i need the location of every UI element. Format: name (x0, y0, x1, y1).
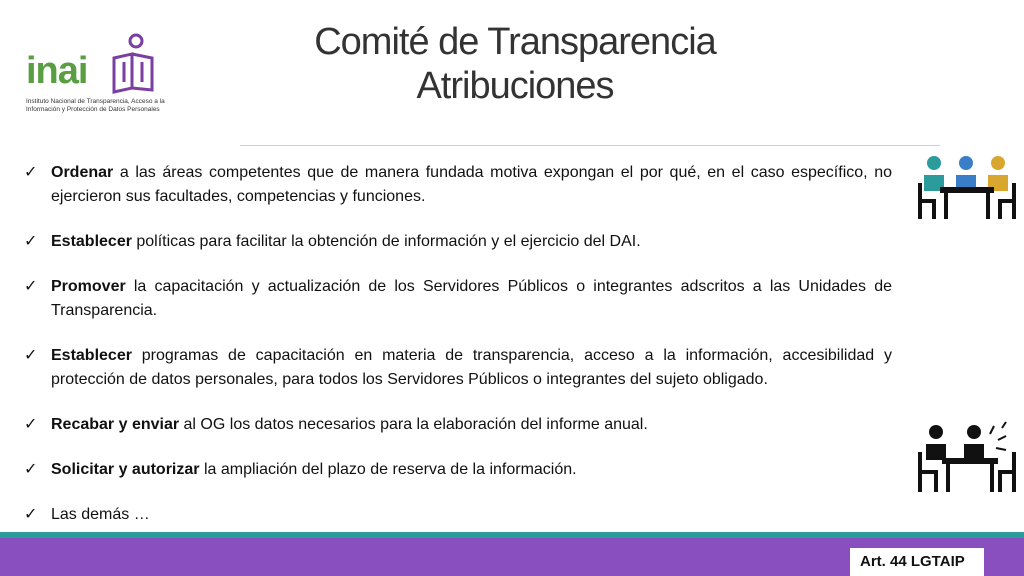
list-item-text (51, 503, 892, 527)
list-item (24, 458, 892, 482)
list-item-rest: políticas para facilitar la obtención de información y el ejercicio del DAI. (131, 233, 641, 250)
list-item-text (51, 230, 892, 254)
check-icon: ✓ (24, 347, 38, 364)
check-icon: ✓ (24, 164, 38, 181)
list-item-rest: la capacitación y actualización de los Servidores Públicos o integrantes adscritos a las Unidades de Transparencia. (51, 278, 892, 319)
list-item-rest: al OG los datos necesarios para la elaboración del informe anual. (179, 416, 648, 433)
check-icon: ✓ (24, 278, 38, 295)
list-item-text (51, 275, 892, 323)
list-item-text (51, 161, 892, 209)
list-item (24, 413, 892, 437)
list-item-bold: Establecer (51, 233, 132, 250)
check-icon: ✓ (24, 461, 38, 478)
logo-subtitle: Instituto Nacional de Transparencia, Acceso a la Información y Protección de Datos Personales (26, 98, 165, 113)
list-item-rest: programas de capacitación en materia de transparencia, acceso a la información, accesibilidad y protección de datos personales, para todos los Servidores Públicos o integrantes del sujeto obligado. (51, 347, 892, 388)
list-item-text (51, 413, 892, 437)
check-icon: ✓ (24, 506, 38, 523)
list-item-bold: Establecer (51, 347, 132, 364)
check-icon: ✓ (24, 233, 38, 250)
list-item-bold: Ordenar (51, 164, 114, 181)
list-item (24, 230, 892, 254)
list-item-rest: a las áreas competentes que de manera fundada motiva expongan el por qué, en el caso específico, no ejercieron sus facultades, competencias y funciones. (51, 164, 892, 205)
list-item (24, 503, 892, 527)
list-item (24, 344, 892, 392)
title-line-2: Atribuciones (416, 65, 614, 107)
page-title (260, 20, 770, 108)
header-divider (240, 145, 940, 146)
attributions-list (24, 161, 892, 527)
inai-logo (22, 32, 165, 114)
meeting-table-black-icon (912, 418, 1022, 494)
list-item-bold: Solicitar y autorizar (51, 461, 200, 478)
logo-wordmark: inai (26, 50, 88, 92)
list-item (24, 161, 892, 209)
inai-book-person-icon (108, 32, 158, 94)
list-item-rest: la ampliación del plazo de reserva de la información. (199, 461, 577, 478)
title-line-1: Comité de Transparencia (314, 21, 716, 63)
meeting-table-color-icon (912, 153, 1022, 223)
list-item-text (51, 344, 892, 392)
list-item-bold: Promover (51, 278, 126, 295)
list-item-bold: Recabar y enviar (51, 416, 180, 433)
check-icon: ✓ (24, 416, 38, 433)
footer-article-label: Art. 44 LGTAIP (860, 553, 965, 570)
list-item-rest: Las demás … (51, 506, 150, 523)
list-item-text (51, 458, 892, 482)
list-item (24, 275, 892, 323)
